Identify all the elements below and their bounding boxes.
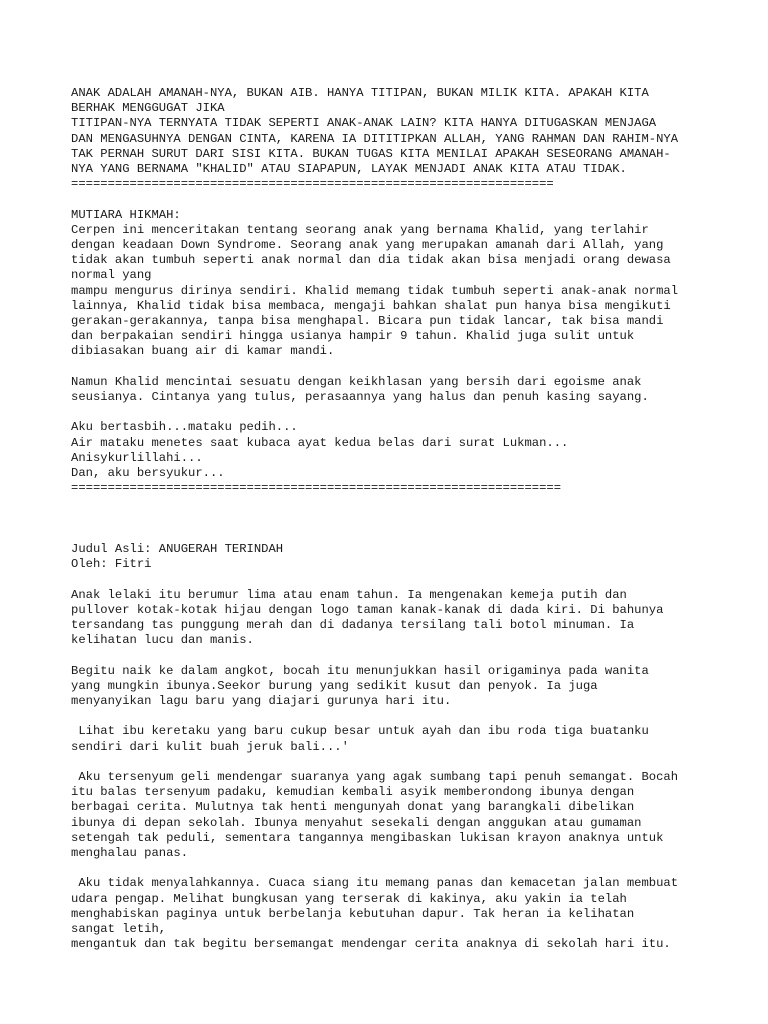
- text-line: yang mungkin ibunya.Seekor burung yang sedikit kusut dan penyok. Ia juga: [71, 678, 598, 693]
- paragraph-gap: [71, 861, 731, 876]
- text-line: Aku bertasbih...mataku pedih...: [71, 420, 298, 435]
- text-line: Lihat ibu keretaku yang baru cukup besar untuk ayah dan ibu roda tiga buatanku: [71, 724, 649, 739]
- text-line: sendiri dari kulit buah jeruk bali...': [71, 739, 349, 754]
- text-line: tidak akan tumbuh seperti anak normal dan dia tidak akan bisa menjadi orang dewasa: [71, 253, 671, 268]
- paragraph-gap: [71, 572, 731, 587]
- paragraph-gap: [71, 755, 731, 770]
- text-line: normal yang: [71, 268, 152, 283]
- text-line: Anisykurlillahi...: [71, 450, 203, 465]
- paragraph: [71, 208, 731, 360]
- text-line: dan berpakaian sendiri hingga usianya hampir 9 tahun. Khalid juga sulit untuk: [71, 329, 635, 344]
- text-line: ==================================================================: [71, 177, 554, 192]
- paragraph-gap: [71, 648, 731, 663]
- paragraph: [71, 512, 731, 527]
- text-line: Judul Asli: ANUGERAH TERINDAH: [71, 542, 284, 556]
- paragraph: [71, 770, 731, 861]
- text-line: Anak lelaki itu berumur lima atau enam tahun. Ia mengenakan kemeja putih dan: [71, 587, 627, 602]
- document-body: [71, 86, 731, 952]
- text-line: menghabiskan paginya untuk berbelanja kebutuhan dapur. Tak heran ia kelihatan: [71, 906, 635, 921]
- text-line: menghalau panas.: [71, 846, 189, 860]
- paragraph: [71, 375, 731, 405]
- paragraph-gap: [71, 709, 731, 724]
- text-line: dibiasakan buang air di kamar mandi.: [71, 344, 335, 359]
- paragraph: [71, 724, 731, 754]
- text-line: tersandang tas punggung merah dan di dadanya tersilang tali botol minuman. Ia: [71, 618, 635, 632]
- text-line: gerakan-gerakannya, tanpa bisa menghapal. Bicara pun tidak lancar, tak bisa mandi: [71, 314, 664, 329]
- text-line: ===================================================================: [71, 481, 562, 496]
- text-line: kelihatan lucu dan manis.: [71, 633, 254, 648]
- text-line: TAK PERNAH SURUT DARI SISI KITA. BUKAN TUGAS KITA MENILAI APAKAH SESEORANG AMANAH-: [71, 146, 671, 161]
- paragraph-gap: [71, 527, 731, 542]
- text-line: Begitu naik ke dalam angkot, bocah itu menunjukkan hasil origaminya pada wanita: [71, 663, 649, 678]
- paragraph: [71, 876, 731, 952]
- text-line: BERHAK MENGGUGAT JIKA: [71, 101, 225, 116]
- paragraph-gap: [71, 192, 731, 207]
- paragraph-gap: [71, 405, 731, 420]
- text-line: Air mataku menetes saat kubaca ayat kedua belas dari surat Lukman...: [71, 435, 569, 450]
- text-line: mengantuk dan tak begitu bersemangat mendengar cerita anaknya di sekolah hari itu.: [71, 937, 671, 952]
- text-line: seusianya. Cintanya yang tulus, perasaannya yang halus dan penuh kasing sayang.: [71, 390, 649, 405]
- text-line: MUTIARA HIKMAH:: [71, 207, 181, 222]
- text-line: Namun Khalid mencintai sesuatu dengan keikhlasan yang bersih dari egoisme anak: [71, 374, 642, 389]
- text-line: pullover kotak-kotak hijau dengan logo taman kanak-kanak di dada kiri. Di bahunya: [71, 602, 664, 617]
- text-line: Oleh: Fitri: [71, 557, 152, 572]
- text-line: ibunya di depan sekolah. Ibunya menyahut sesekali dengan anggukan atau gumaman: [71, 815, 642, 830]
- paragraph: [71, 664, 731, 710]
- text-line: udara pengap. Melihat bungkusan yang terserak di kakinya, aku yakin ia telah: [71, 891, 627, 906]
- text-line: Aku tidak menyalahkannya. Cuaca siang itu memang panas dan kemacetan jalan membuat: [71, 876, 679, 891]
- text-line: lainnya, Khalid tidak bisa membaca, mengaji bahkan shalat pun hanya bisa mengikuti: [71, 298, 671, 313]
- text-line: TITIPAN-NYA TERNYATA TIDAK SEPERTI ANAK-ANAK LAIN? KITA HANYA DITUGASKAN MENJAGA: [71, 116, 657, 131]
- paragraph: [71, 420, 731, 496]
- paragraph: [71, 542, 731, 572]
- text-line: menyanyikan lagu baru yang diajari gurunya hari itu.: [71, 694, 452, 708]
- text-line: mampu mengurus dirinya sendiri. Khalid memang tidak tumbuh seperti anak-anak normal: [71, 283, 679, 298]
- paragraph: [71, 588, 731, 649]
- text-line: ANAK ADALAH AMANAH-NYA, BUKAN AIB. HANYA TITIPAN, BUKAN MILIK KITA. APAKAH KITA: [71, 86, 649, 100]
- text-line: sangat letih,: [71, 922, 167, 936]
- text-line: Cerpen ini menceritakan tentang seorang anak yang bernama Khalid, yang terlahir: [71, 222, 649, 237]
- text-line: berbagai cerita. Mulutnya tak henti mengunyah donat yang barangkali dibelikan: [71, 800, 635, 815]
- paragraph-gap: [71, 496, 731, 511]
- paragraph: [71, 86, 731, 192]
- paragraph-gap: [71, 360, 731, 375]
- text-line: NYA YANG BERNAMA "KHALID" ATAU SIAPAPUN, LAYAK MENJADI ANAK KITA ATAU TIDAK.: [71, 162, 627, 177]
- text-line: dengan keadaan Down Syndrome. Seorang anak yang merupakan amanah dari Allah, yang: [71, 238, 664, 253]
- text-line: Aku tersenyum geli mendengar suaranya yang agak sumbang tapi penuh semangat. Bocah: [71, 769, 679, 784]
- text-line: Dan, aku bersyukur...: [71, 466, 225, 481]
- text-line: DAN MENGASUHNYA DENGAN CINTA, KARENA IA DITITIPKAN ALLAH, YANG RAHMAN DAN RAHIM-NYA: [71, 131, 679, 146]
- text-line: setengah tak peduli, sementara tangannya mengibaskan lukisan krayon anaknya untuk: [71, 830, 664, 845]
- text-line: itu balas tersenyum padaku, kemudian kembali asyik memberondong ibunya dengan: [71, 785, 635, 800]
- text-line: [71, 512, 731, 527]
